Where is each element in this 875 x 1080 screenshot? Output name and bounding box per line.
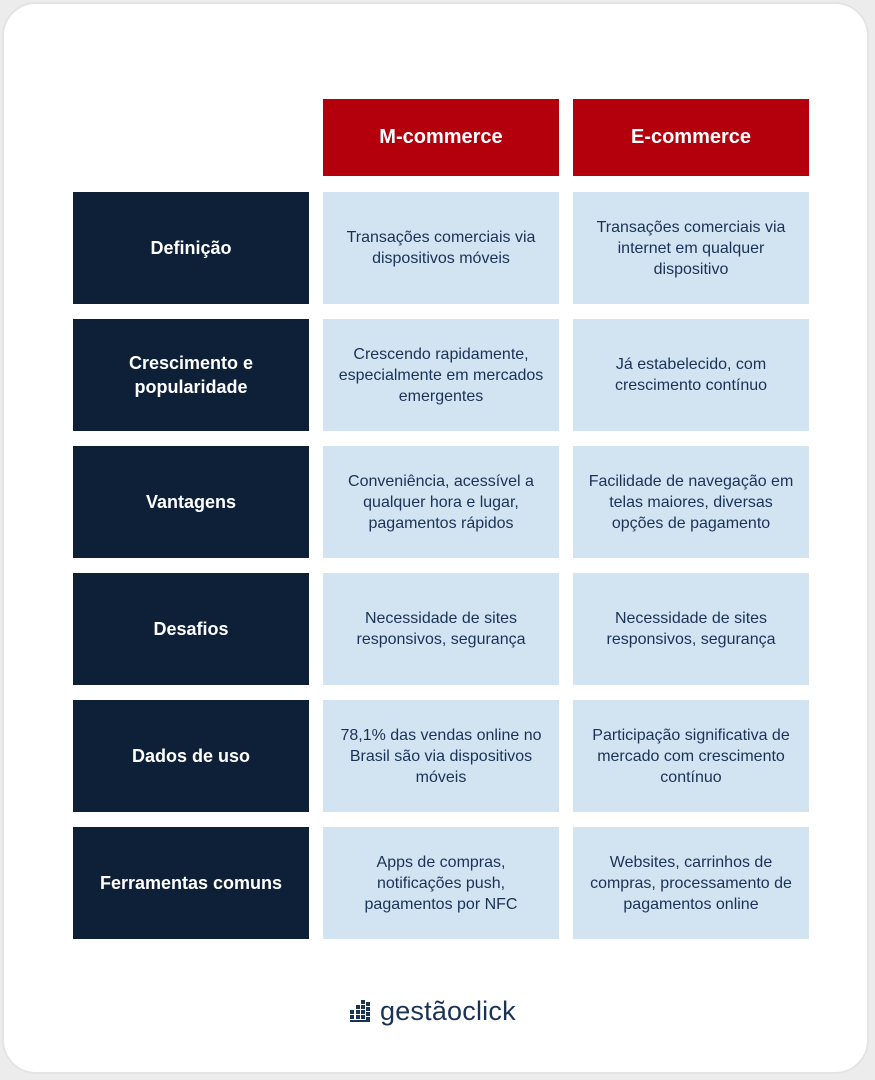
- row-header-definicao: Definição: [73, 192, 309, 304]
- table-cell: Transações comerciais via internet em qualquer dispositivo: [573, 192, 809, 304]
- table-cell: Necessidade de sites responsivos, segurança: [323, 573, 559, 685]
- table-cell: Já estabelecido, com crescimento contínuo: [573, 319, 809, 431]
- row-header-vantagens: Vantagens: [73, 446, 309, 558]
- row-header-ferramentas: Ferramentas comuns: [73, 827, 309, 939]
- table-cell: 78,1% das vendas online no Brasil são via dispositivos móveis: [323, 700, 559, 812]
- table-cell: Crescendo rapidamente, especialmente em mercados emergentes: [323, 319, 559, 431]
- row-header-crescimento: Crescimento e popularidade: [73, 319, 309, 431]
- comparison-card: [2, 2, 869, 1074]
- table-cell: Facilidade de navegação em telas maiores, diversas opções de pagamento: [573, 446, 809, 558]
- column-header-e-commerce: E-commerce: [573, 99, 809, 176]
- row-header-dados-de-uso: Dados de uso: [73, 700, 309, 812]
- table-cell: Websites, carrinhos de compras, processamento de pagamentos online: [573, 827, 809, 939]
- row-header-desafios: Desafios: [73, 573, 309, 685]
- column-header-m-commerce: M-commerce: [323, 99, 559, 176]
- logo-text: gestãoclick: [380, 995, 516, 1026]
- brand-logo: [348, 994, 516, 1028]
- table-cell: Apps de compras, notificações push, pagamentos por NFC: [323, 827, 559, 939]
- gestaoclick-logo-icon: [348, 999, 372, 1023]
- table-cell: Conveniência, acessível a qualquer hora e lugar, pagamentos rápidos: [323, 446, 559, 558]
- table-cell: Necessidade de sites responsivos, segurança: [573, 573, 809, 685]
- table-cell: Participação significativa de mercado com crescimento contínuo: [573, 700, 809, 812]
- table-cell: Transações comerciais via dispositivos móveis: [323, 192, 559, 304]
